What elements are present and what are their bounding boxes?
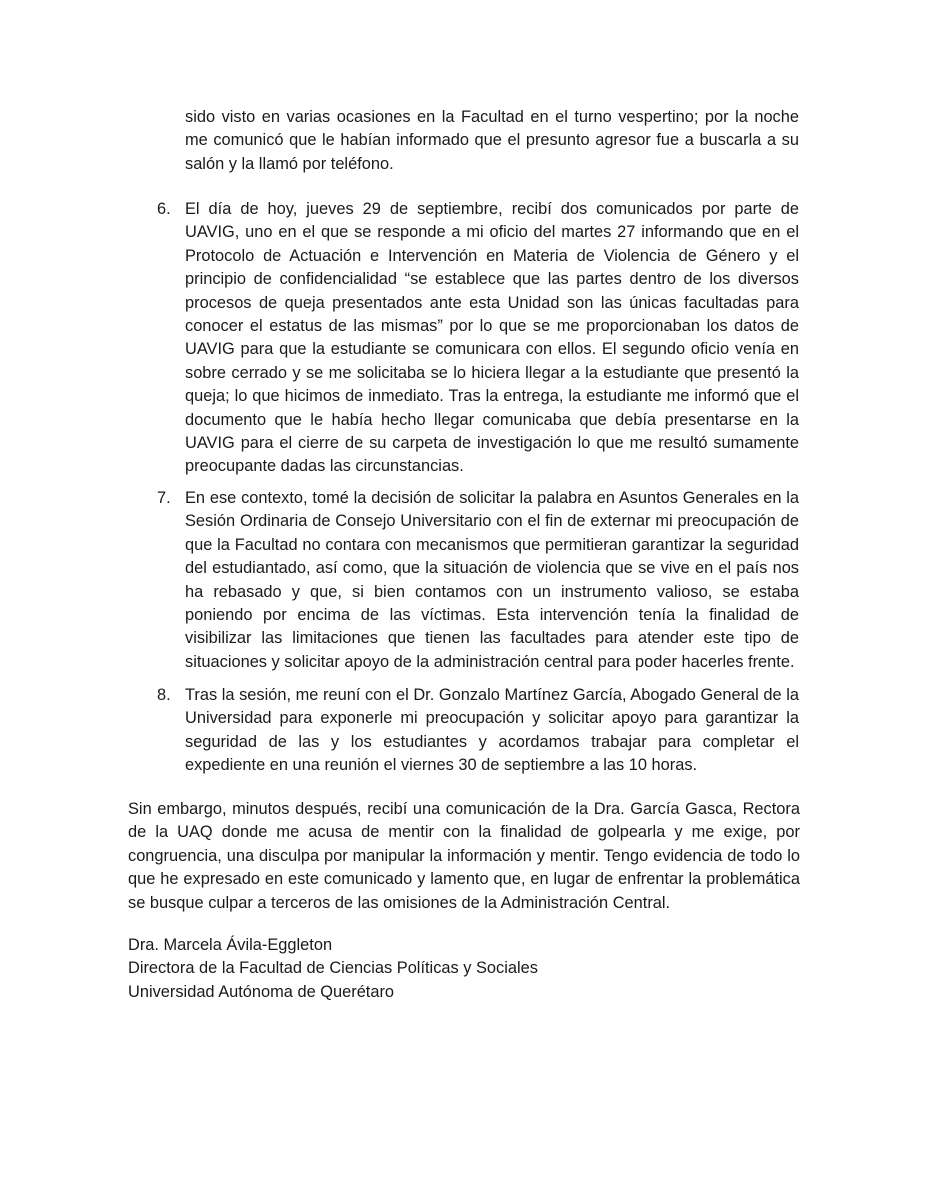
signature-name: Dra. Marcela Ávila-Eggleton bbox=[128, 936, 333, 954]
closing-paragraph: Sin embargo, minutos después, recibí una comunicación de la Dra. García Gasca, Rectora de la UAQ donde me acusa de mentir con la finalidad de golpearla y me exige, por congruencia, una disculpa por manipular la información y mentir. Tengo evidencia de todo lo que he expresado en este comunicado y lamento que, en lugar de enfrentar la problemática se busque culpar a terceros de las omisiones de la Administración Central. bbox=[128, 800, 800, 912]
list-item-text: El día de hoy, jueves 29 de septiembre, recibí dos comunicados por parte de UAVIG, uno en el que se responde a mi oficio del martes 27 informando que en el Protocolo de Actuación e Intervención en Materia de Violencia de Género y el principio de confidencialidad “se establece que las partes dentro de los diversos procesos de queja presentados ante esta Unidad son las únicas facultadas para conocer el estatus de las mismas” por lo que se me proporcionaban los datos de UAVIG para que la estudiante se comunicara con ellos. El segundo oficio venía en sobre cerrado y se me solicitaba se lo hiciera llegar a la estudiante que presentó la queja; lo que hicimos de inmediato. Tras la entrega, la estudiante me informó que el documento que le había hecho llegar comunicaba que debía presentarse en la UAVIG para el cierre de su carpeta de investigación lo que me resultó sumamente preocupante dadas las circunstancias. bbox=[185, 200, 799, 476]
list-item-number: 7. bbox=[157, 489, 171, 507]
list-item-number: 8. bbox=[157, 686, 171, 704]
list-item bbox=[157, 487, 799, 674]
signature-position: Directora de la Facultad de Ciencias Políticas y Sociales bbox=[128, 959, 538, 978]
list-item-number: 6. bbox=[157, 200, 171, 218]
list-item-text: En ese contexto, tomé la decisión de solicitar la palabra en Asuntos Generales en la Sesión Ordinaria de Consejo Universitario con el fin de externar mi preocupación de que la Facultad no contara con mecanismos que permitieran garantizar la seguridad del estudiantado, así como, que la situación de violencia que se vive en el país nos ha rebasado y que, si bien contamos con un instrumento valioso, se estaba poniendo por encima de las víctimas. Esta intervención tenía la finalidad de visibilizar las limitaciones que tienen las facultades para atender este tipo de situaciones y solicitar apoyo de la administración central para poder hacerles frente. bbox=[185, 489, 799, 671]
list-item bbox=[157, 198, 799, 479]
signature-institution: Universidad Autónoma de Querétaro bbox=[128, 982, 395, 1001]
list-item bbox=[157, 684, 799, 778]
signature-block bbox=[128, 934, 800, 1004]
continuation-paragraph: sido visto en varias ocasiones en la Facultad en el turno vespertino; por la noche me comunicó que le habían informado que el presunto agresor fue a buscarla a su salón y la llamó por teléfono. bbox=[185, 108, 799, 173]
list-item-text: Tras la sesión, me reuní con el Dr. Gonzalo Martínez García, Abogado General de la Universidad para exponerle mi preocupación y solicitar apoyo para garantizar la seguridad de las y los estudiantes y acordamos trabajar para completar el expediente en una reunión el viernes 30 de septiembre a las 10 horas. bbox=[185, 686, 799, 775]
